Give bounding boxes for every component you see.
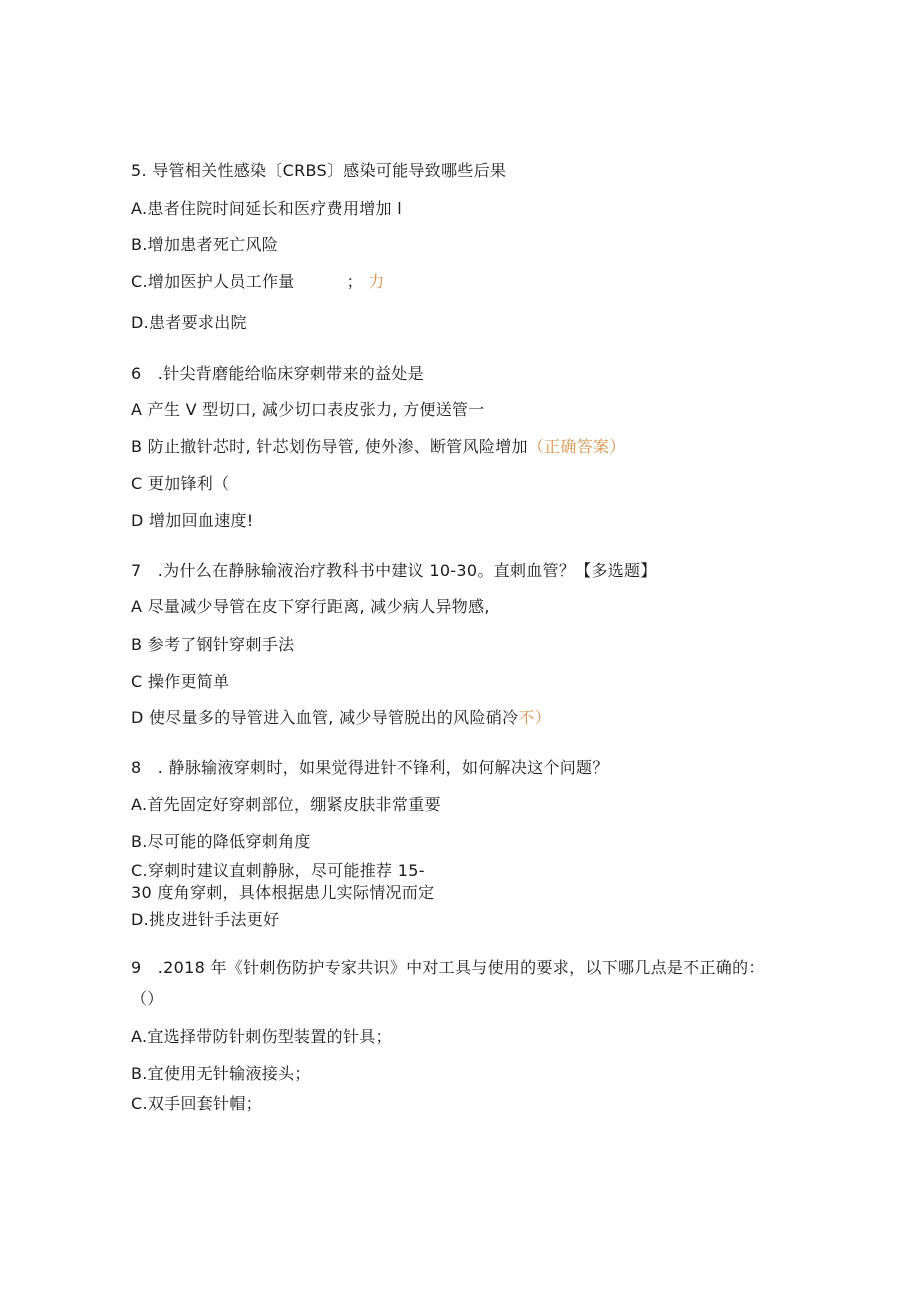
question-6-option-b — [131, 437, 626, 457]
question-9-answer-paren: （） — [131, 989, 164, 1008]
question-9-option-c: C.双手回套针帽； — [131, 1094, 262, 1113]
question-9-option-b: B.宜使用无针输液接头； — [131, 1064, 311, 1083]
question-5-option-a: A.患者住院时间延长和医疗费用增加 l — [131, 199, 402, 218]
option-text: B 防止撤针芯时, 针芯划伤导管, 使外渗、断管风险增加 — [131, 437, 528, 456]
question-8-option-c-line2: 30 度角穿刺，具体根据患儿实际情况而定 — [131, 883, 435, 902]
question-8-stem: 8 . 静脉输液穿刺时，如果觉得进针不锋利，如何解决这个问题？ — [131, 758, 609, 777]
answer-note: 不） — [518, 708, 551, 727]
question-5-stem: 5. 导管相关性感染〔CRBS〕感染可能导致哪些后果 — [131, 161, 507, 180]
option-mark: ； — [346, 272, 363, 291]
question-7-stem: 7 .为什么在静脉输液治疗教科书中建议 10-30。直刺血管？【多选题】 — [131, 561, 657, 580]
question-5-option-d: D.患者要求出院 — [131, 313, 247, 332]
question-5-option-b: B.增加患者死亡风险 — [131, 235, 279, 254]
option-text: D 使尽量多的导管进入血管, 减少导管脱出的风险硝冷 — [131, 708, 519, 727]
question-6-option-d: D 增加回血速度! — [131, 511, 254, 530]
question-6-stem: 6 .针尖背磨能给临床穿刺带来的益处是 — [131, 364, 424, 383]
question-7-option-a: A 尽量减少导管在皮下穿行距离, 减少病人异物感, — [131, 597, 490, 616]
question-8-option-d: D.挑皮进针手法更好 — [131, 910, 280, 929]
question-8-option-a: A.首先固定好穿刺部位，绷紧皮肤非常重要 — [131, 795, 441, 814]
correct-answer-note: （正确答案） — [527, 437, 626, 456]
question-9-stem: 9 .2018 年《针刺伤防护专家共识》中对工具与使用的要求，以下哪几点是不正确的： — [131, 958, 765, 977]
question-5-option-c — [131, 272, 385, 292]
question-7-option-c: C 操作更简单 — [131, 672, 230, 691]
question-6-option-c: C 更加锋利（ — [131, 474, 230, 493]
answer-note: 力 — [368, 272, 385, 291]
question-8-option-b: B.尽可能的降低穿刺角度 — [131, 832, 311, 851]
question-8-option-c-line1: C.穿刺时建议直刺静脉，尽可能推荐 15- — [131, 861, 425, 880]
option-text: C.增加医护人员工作量 — [131, 272, 295, 291]
question-6-option-a: A 产生 V 型切口, 减少切口表皮张力, 方便送管一 — [131, 400, 485, 419]
question-7-option-d — [131, 708, 551, 728]
question-9-option-a: A.宜选择带防针刺伤型装置的针具； — [131, 1027, 392, 1046]
question-7-option-b: B 参考了钢针穿刺手法 — [131, 635, 295, 654]
